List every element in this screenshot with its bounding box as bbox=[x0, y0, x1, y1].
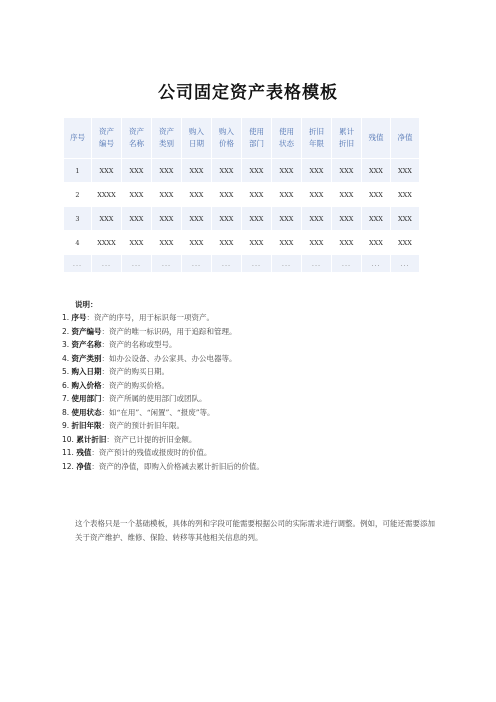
note-number: 5. bbox=[62, 367, 70, 376]
table-row bbox=[64, 159, 420, 183]
table-cell: XXX bbox=[391, 159, 420, 183]
table-cell: XXX bbox=[272, 183, 302, 207]
note-number: 9. bbox=[62, 421, 70, 430]
note-item bbox=[62, 446, 442, 460]
notes-list bbox=[62, 311, 442, 473]
table-header-row bbox=[64, 118, 420, 159]
table-cell: XXX bbox=[212, 183, 242, 207]
table-cell: XXXX bbox=[92, 183, 122, 207]
table-cell: ... bbox=[92, 255, 122, 273]
note-term: 净值 bbox=[76, 461, 92, 471]
table-cell: ... bbox=[122, 255, 152, 273]
note-term: 使用部门 bbox=[71, 394, 102, 403]
table-cell: XXX bbox=[362, 207, 391, 231]
table-cell: ... bbox=[212, 255, 242, 273]
table-cell: XXX bbox=[391, 207, 420, 231]
note-term: 购入日期 bbox=[71, 367, 102, 376]
column-header-line: 状态 bbox=[279, 139, 294, 148]
note-description: ：资产的名称或型号。 bbox=[101, 340, 177, 349]
note-number: 2. bbox=[62, 326, 70, 336]
footer-paragraph: 这个表格只是一个基础模板，具体的列和字段可能需要根据公司的实际需求进行调整。例如，可能还需要添加关于资产维护、维修、保险、转移等其他相关信息的列。 bbox=[75, 519, 435, 542]
note-description: ：资产已计提的折旧金额。 bbox=[106, 434, 197, 444]
table-cell: XXX bbox=[362, 183, 391, 207]
column-header-line: 部门 bbox=[249, 139, 264, 148]
column-header bbox=[391, 118, 420, 159]
table-cell: XXX bbox=[272, 159, 302, 183]
row-number-cell: 4 bbox=[64, 231, 92, 255]
column-header-line: 购入 bbox=[189, 127, 204, 136]
table-cell: XXX bbox=[212, 207, 242, 231]
column-header-line: 净值 bbox=[397, 133, 413, 142]
row-number-cell: 1 bbox=[64, 159, 92, 183]
note-term: 资产名称 bbox=[71, 340, 102, 349]
note-number: 11. bbox=[62, 448, 74, 457]
table-cell: XXX bbox=[272, 231, 302, 255]
table-cell: XXX bbox=[152, 183, 182, 207]
column-header-line: 价格 bbox=[219, 139, 234, 148]
table-row bbox=[64, 183, 420, 207]
note-item bbox=[62, 460, 442, 474]
column-header bbox=[212, 118, 242, 159]
note-number: 12. bbox=[62, 461, 74, 471]
column-header-line: 日期 bbox=[189, 139, 204, 148]
note-description: ：资产所属的使用部门或团队。 bbox=[101, 394, 207, 403]
note-number: 10. bbox=[62, 434, 74, 444]
table-cell: XXX bbox=[122, 183, 152, 207]
note-term: 折旧年限 bbox=[71, 421, 102, 430]
table-row bbox=[64, 207, 420, 231]
note-description: ：如“在用”、“闲置”、“报废”等。 bbox=[101, 407, 215, 417]
column-header bbox=[362, 118, 391, 159]
column-header-line: 资产 bbox=[159, 127, 174, 136]
table-cell: ... bbox=[391, 255, 420, 273]
column-header bbox=[302, 118, 332, 159]
table-cell: XXX bbox=[272, 207, 302, 231]
note-number: 6. bbox=[62, 380, 70, 390]
table-row bbox=[64, 255, 420, 273]
row-number-cell: ... bbox=[64, 255, 92, 273]
row-number-cell: 3 bbox=[64, 207, 92, 231]
column-header-line: 使用 bbox=[249, 127, 264, 136]
note-item bbox=[62, 419, 442, 433]
column-header-line: 残值 bbox=[368, 133, 384, 142]
note-item bbox=[62, 311, 442, 325]
column-header-line: 资产 bbox=[129, 127, 144, 136]
table-cell: XXX bbox=[332, 159, 362, 183]
note-number: 1. bbox=[62, 313, 70, 322]
table-cell: XXX bbox=[182, 207, 212, 231]
note-item bbox=[62, 365, 442, 379]
note-description: ：资产的唯一标识码，用于追踪和管理。 bbox=[101, 326, 237, 336]
note-description: ：资产的净值，即购入价格减去累计折旧后的价值。 bbox=[91, 461, 264, 471]
notes-section bbox=[62, 298, 442, 473]
table-cell: XXX bbox=[332, 183, 362, 207]
table-cell: XXX bbox=[391, 231, 420, 255]
column-header bbox=[152, 118, 182, 159]
note-term: 残值 bbox=[76, 448, 92, 457]
notes-title: 说明： bbox=[75, 300, 98, 309]
table-cell: XXX bbox=[242, 207, 272, 231]
column-header-line: 累计 bbox=[339, 127, 354, 136]
note-term: 资产类别 bbox=[71, 353, 102, 363]
table-cell: ... bbox=[242, 255, 272, 273]
column-header-line: 折旧 bbox=[309, 127, 324, 136]
note-item bbox=[62, 379, 442, 393]
table-cell: ... bbox=[182, 255, 212, 273]
table-cell: XXX bbox=[332, 207, 362, 231]
table-cell: XXX bbox=[302, 207, 332, 231]
note-item bbox=[62, 406, 442, 420]
table-cell: XXX bbox=[302, 183, 332, 207]
table-cell: ... bbox=[272, 255, 302, 273]
table-cell: XXX bbox=[182, 231, 212, 255]
table-cell: XXX bbox=[212, 231, 242, 255]
note-description: ：资产的购买价格。 bbox=[101, 380, 170, 390]
table-cell: XXX bbox=[302, 231, 332, 255]
table-cell: XXX bbox=[242, 159, 272, 183]
table-cell: XXX bbox=[362, 159, 391, 183]
note-term: 使用状态 bbox=[71, 407, 102, 417]
table-cell: XXX bbox=[332, 231, 362, 255]
note-number: 8. bbox=[62, 407, 70, 417]
table-cell: ... bbox=[152, 255, 182, 273]
note-description: ：资产的序号，用于标识每一项资产。 bbox=[86, 313, 215, 322]
note-number: 3. bbox=[62, 340, 70, 349]
column-header bbox=[122, 118, 152, 159]
table-cell: XXX bbox=[302, 159, 332, 183]
column-header bbox=[242, 118, 272, 159]
note-number: 7. bbox=[62, 394, 70, 403]
table-cell: XXX bbox=[182, 183, 212, 207]
note-item bbox=[62, 352, 442, 366]
column-header bbox=[332, 118, 362, 159]
note-number: 4. bbox=[62, 353, 70, 363]
column-header-line: 资产 bbox=[99, 127, 114, 136]
note-item bbox=[62, 392, 442, 406]
column-header bbox=[64, 118, 92, 159]
column-header-line: 类别 bbox=[159, 139, 174, 148]
note-description: ：资产的购买日期。 bbox=[101, 367, 170, 376]
table-cell: XXX bbox=[152, 159, 182, 183]
table-cell: XXXX bbox=[92, 231, 122, 255]
table-cell: XXX bbox=[391, 183, 420, 207]
note-term: 购入价格 bbox=[71, 380, 102, 390]
table-cell: XXX bbox=[122, 207, 152, 231]
note-description: ：资产预计的残值或报废时的价值。 bbox=[91, 448, 212, 457]
table-cell: ... bbox=[302, 255, 332, 273]
table-cell: XXX bbox=[92, 159, 122, 183]
asset-table bbox=[63, 117, 420, 273]
table-cell: XXX bbox=[92, 207, 122, 231]
note-term: 累计折旧 bbox=[76, 434, 107, 444]
table-cell: XXX bbox=[122, 159, 152, 183]
document-title: 公司固定资产表格模板 bbox=[158, 83, 338, 103]
table-cell: XXX bbox=[122, 231, 152, 255]
column-header bbox=[182, 118, 212, 159]
note-term: 资产编号 bbox=[71, 326, 102, 336]
note-term: 序号 bbox=[71, 313, 87, 322]
column-header-line: 折旧 bbox=[339, 139, 354, 148]
table-cell: ... bbox=[332, 255, 362, 273]
column-header bbox=[272, 118, 302, 159]
note-item bbox=[62, 338, 442, 352]
column-header-line: 购入 bbox=[219, 127, 234, 136]
column-header-line: 名称 bbox=[129, 139, 144, 148]
column-header-line: 年限 bbox=[309, 139, 324, 148]
table-body bbox=[64, 159, 420, 273]
note-description: ：资产的预计折旧年限。 bbox=[101, 421, 185, 430]
row-number-cell: 2 bbox=[64, 183, 92, 207]
note-item bbox=[62, 325, 442, 339]
table-cell: ... bbox=[362, 255, 391, 273]
table-cell: XXX bbox=[242, 231, 272, 255]
table-cell: XXX bbox=[152, 231, 182, 255]
column-header-line: 序号 bbox=[70, 133, 85, 142]
column-header-line: 使用 bbox=[279, 127, 294, 136]
table-cell: XXX bbox=[242, 183, 272, 207]
table-cell: XXX bbox=[182, 159, 212, 183]
note-description: ：如办公设备、办公家具、办公电器等。 bbox=[101, 353, 237, 363]
column-header bbox=[92, 118, 122, 159]
column-header-line: 编号 bbox=[99, 139, 114, 148]
table-cell: XXX bbox=[152, 207, 182, 231]
table-cell: XXX bbox=[212, 159, 242, 183]
table-row bbox=[64, 231, 420, 255]
table-cell: XXX bbox=[362, 231, 391, 255]
note-item bbox=[62, 433, 442, 447]
